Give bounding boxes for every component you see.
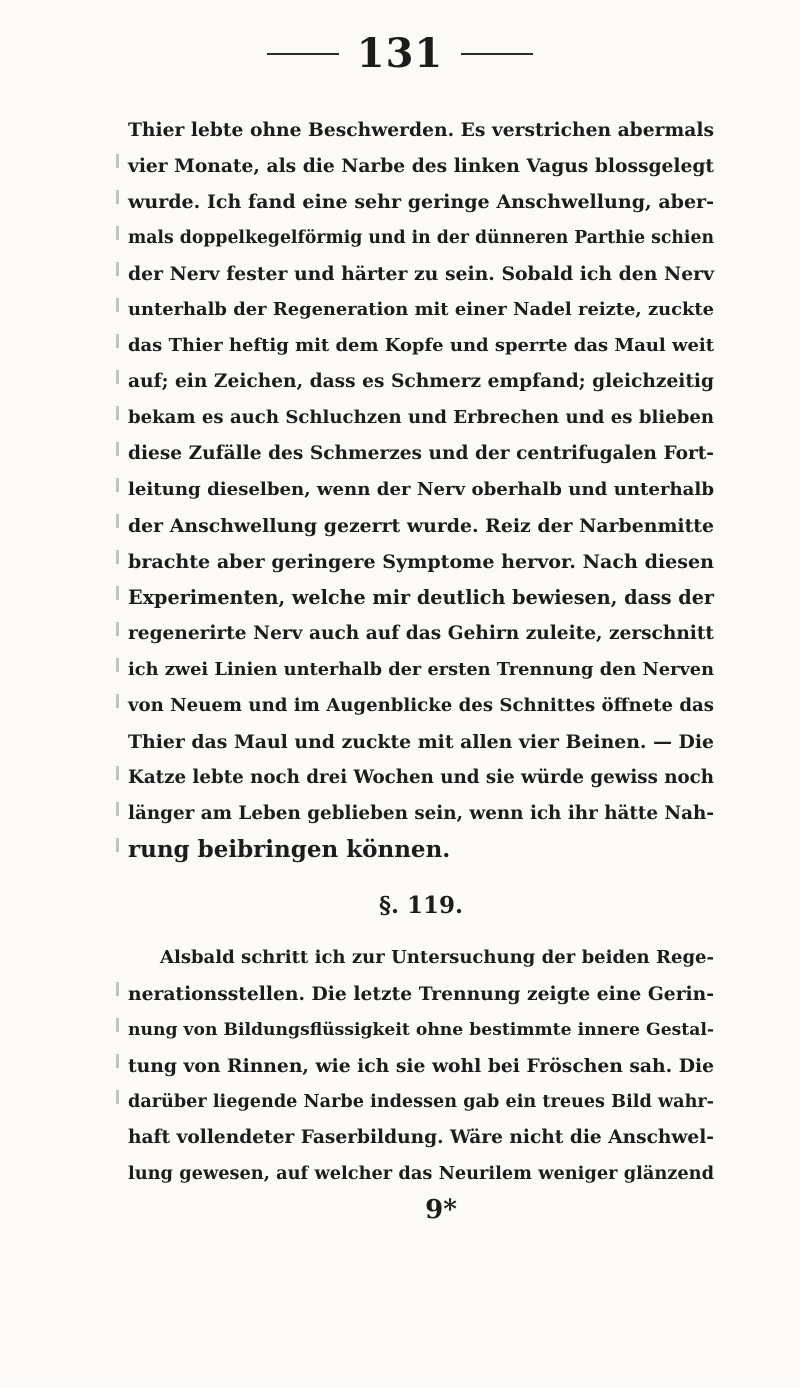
text-line: darüber liegende Narbe indessen gab ein treues Bild wahr- xyxy=(128,1091,714,1112)
margin-mark xyxy=(116,838,119,852)
page-number: 131 xyxy=(356,30,444,77)
text-line: nerationsstellen. Die letzte Trennung zeigte eine Gerin- xyxy=(128,983,714,1005)
header-rule-right xyxy=(461,53,533,55)
text-line: Thier das Maul und zuckte mit allen vier Beinen. — Die xyxy=(128,731,714,753)
text-line: der Nerv fester und härter zu sein. Sobald ich den Nerv xyxy=(128,263,714,285)
text-line: mals doppelkegelförmig und in der dünneren Parthie schien xyxy=(128,228,714,248)
text-line: das Thier heftig mit dem Kopfe und sperrte das Maul weit xyxy=(128,335,714,356)
margin-mark xyxy=(116,1090,119,1104)
text-line: leitung dieselben, wenn der Nerv oberhalb und unterhalb xyxy=(128,479,714,500)
margin-mark xyxy=(116,298,119,312)
signature-mark: 9* xyxy=(425,1195,457,1225)
text-line: Experimenten, welche mir deutlich bewiesen, dass der xyxy=(128,586,714,609)
text-line: rung beibringen können. xyxy=(128,836,451,863)
margin-mark xyxy=(116,766,119,780)
margin-mark xyxy=(116,442,119,456)
margin-mark xyxy=(116,550,119,564)
text-line: Katze lebte noch drei Wochen und sie würde gewiss noch xyxy=(128,767,714,788)
text-line: lung gewesen, auf welcher das Neurilem weniger glänzend xyxy=(128,1163,714,1184)
text-line: Alsbald schritt ich zur Untersuchung der beiden Rege- xyxy=(160,947,714,968)
body-text xyxy=(128,112,714,1228)
paragraph-1 xyxy=(128,112,714,868)
text-line: regenerirte Nerv auch auf das Gehirn zuleite, zerschnitt xyxy=(128,623,714,644)
text-line: brachte aber geringere Symptome hervor. Nach diesen xyxy=(128,551,714,573)
text-line: nung von Bildungsflüssigkeit ohne bestimmte innere Gestal- xyxy=(128,1020,714,1040)
text-line: bekam es auch Schluchzen und Erbrechen und es blieben xyxy=(128,407,714,428)
margin-mark xyxy=(116,658,119,672)
text-line: wurde. Ich fand eine sehr geringe Anschwellung, aber- xyxy=(128,191,714,213)
margin-mark xyxy=(116,154,119,168)
margin-mark xyxy=(116,190,119,204)
text-line: auf; ein Zeichen, dass es Schmerz empfand; gleichzeitig xyxy=(128,371,714,392)
margin-mark xyxy=(116,802,119,816)
text-line: Thier lebte ohne Beschwerden. Es verstrichen abermals xyxy=(128,119,714,141)
header-rule-left xyxy=(267,53,339,55)
margin-mark xyxy=(116,982,119,996)
margin-mark xyxy=(116,478,119,492)
paragraph-2 xyxy=(128,940,714,1192)
text-line: tung von Rinnen, wie ich sie wohl bei Fröschen sah. Die xyxy=(128,1055,714,1077)
margin-mark xyxy=(116,622,119,636)
text-line: ich zwei Linien unterhalb der ersten Trennung den Nerven xyxy=(128,659,714,680)
page-header xyxy=(0,30,800,77)
margin-mark xyxy=(116,406,119,420)
text-line: von Neuem und im Augenblicke des Schnittes öffnete das xyxy=(128,695,714,716)
margin-mark xyxy=(116,514,119,528)
text-line: vier Monate, als die Narbe des linken Vagus blossgelegt xyxy=(128,155,714,177)
text-line: diese Zufälle des Schmerzes und der centrifugalen Fort- xyxy=(128,443,714,464)
section-heading: §. 119. xyxy=(378,892,464,919)
text-line: länger am Leben geblieben sein, wenn ich ihr hätte Nah- xyxy=(128,803,714,824)
text-line: unterhalb der Regeneration mit einer Nadel reizte, zuckte xyxy=(128,299,714,320)
margin-mark xyxy=(116,694,119,708)
margin-mark xyxy=(116,226,119,240)
text-line: haft vollendeter Faserbildung. Wäre nicht die Anschwel- xyxy=(128,1127,714,1148)
margin-mark xyxy=(116,586,119,600)
margin-mark xyxy=(116,1054,119,1068)
margin-mark xyxy=(116,370,119,384)
margin-mark xyxy=(116,262,119,276)
text-line: der Anschwellung gezerrt wurde. Reiz der Narbenmitte xyxy=(128,515,714,537)
margin-mark xyxy=(116,1018,119,1032)
margin-mark xyxy=(116,334,119,348)
